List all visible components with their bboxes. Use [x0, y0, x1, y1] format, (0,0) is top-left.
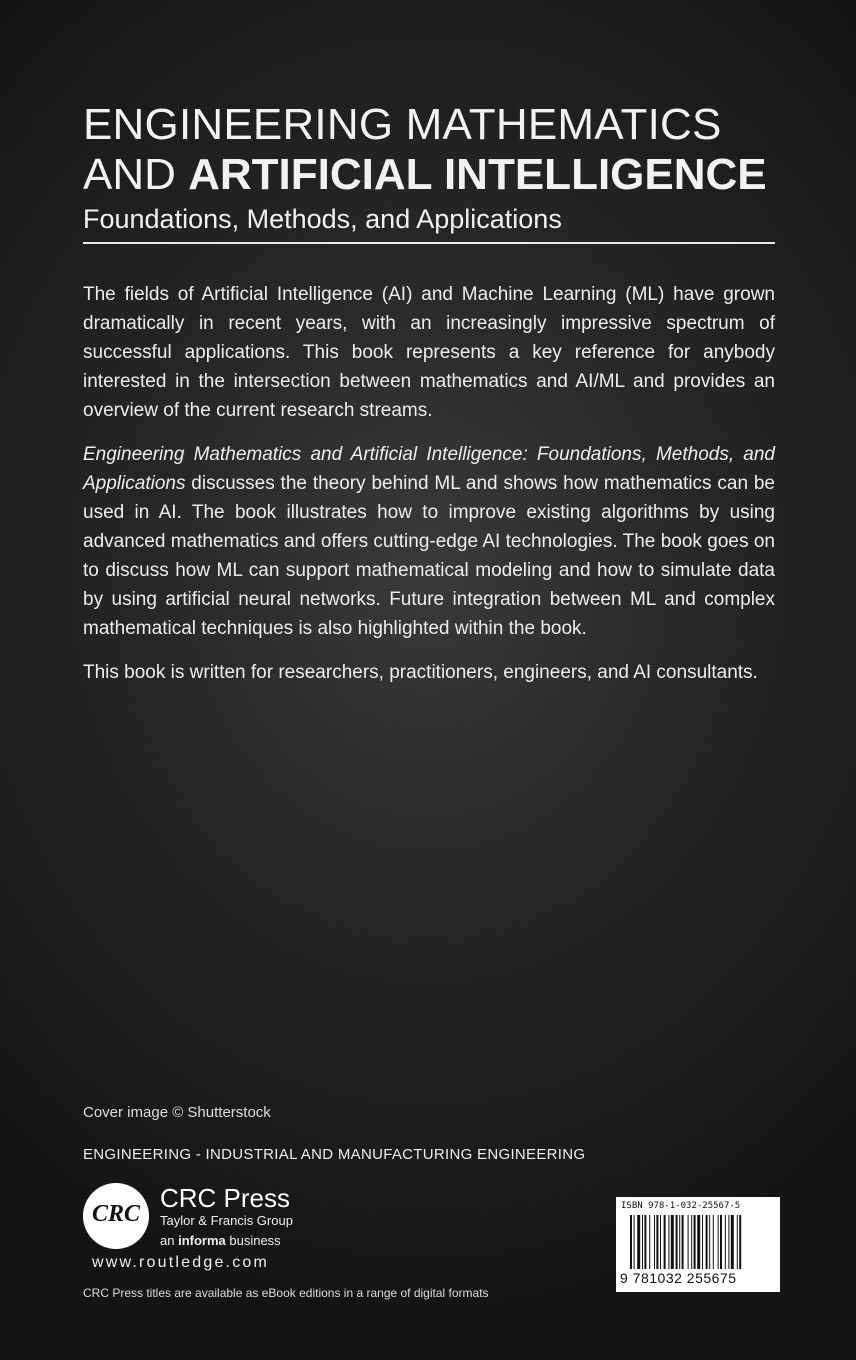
barcode-bar: [679, 1215, 680, 1269]
barcode-bar: [713, 1215, 714, 1269]
barcode-bar: [702, 1215, 703, 1269]
barcode-bar: [676, 1215, 678, 1269]
barcode-bar: [671, 1215, 674, 1269]
barcode-bar: [642, 1215, 643, 1269]
subject-category: ENGINEERING - INDUSTRIAL AND MANUFACTURING ENGINEERING: [83, 1146, 586, 1163]
barcode-bar: [644, 1215, 646, 1269]
isbn-digits: 9 781032 255675: [620, 1270, 737, 1286]
title-line-1: ENGINEERING MATHEMATICS: [83, 100, 722, 149]
barcode-bar: [664, 1215, 666, 1269]
description-book-title: Engineering Mathematics and Artificial Intelligence: Foundations, Methods, and Applications: [83, 444, 775, 494]
informa-business: [160, 1233, 281, 1248]
barcode-bar: [694, 1215, 696, 1269]
barcode-bar: [634, 1215, 635, 1269]
barcode-bar: [731, 1215, 734, 1269]
book-subtitle: Foundations, Methods, and Applications: [83, 204, 562, 234]
barcode-bar: [682, 1215, 684, 1269]
barcode-bar: [660, 1215, 661, 1269]
barcode-bar: [728, 1215, 729, 1269]
barcode-bar: [725, 1215, 726, 1269]
barcode-bar: [720, 1215, 722, 1269]
barcode-bar: [739, 1215, 741, 1269]
barcode-bar: [630, 1215, 632, 1269]
publisher-website[interactable]: www.routledge.com: [92, 1254, 270, 1271]
barcode-icon: [630, 1215, 774, 1269]
crc-logo-text: CRC: [91, 1201, 141, 1227]
isbn-label: ISBN 978-1-032-25567-5: [621, 1201, 741, 1211]
barcode-bar: [691, 1215, 692, 1269]
crc-logo: [83, 1183, 149, 1249]
ebook-note: CRC Press titles are available as eBook editions in a range of digital formats: [83, 1286, 489, 1300]
description-paragraph-2: [83, 440, 775, 643]
description-paragraph-3: This book is written for researchers, practitioners, engineers, and AI consultants.: [83, 662, 758, 683]
isbn-barcode-box: [616, 1197, 780, 1292]
cover-credit: Cover image © Shutterstock: [83, 1104, 271, 1121]
barcode-bar: [718, 1215, 719, 1269]
barcode-bar: [649, 1215, 650, 1269]
barcode-bar: [688, 1215, 689, 1269]
title-line-2: [83, 150, 783, 200]
title-line-2-light: AND: [83, 150, 189, 199]
barcode-bar: [654, 1215, 655, 1269]
book-title: [83, 100, 783, 236]
barcode-bar: [656, 1215, 658, 1269]
informa-suffix: business: [225, 1233, 281, 1248]
title-divider: [83, 242, 775, 244]
barcode-bar: [706, 1215, 708, 1269]
book-description: [83, 280, 775, 702]
barcode-bar: [697, 1215, 700, 1269]
barcode-bar: [637, 1215, 640, 1269]
description-paragraph-1: The fields of Artificial Intelligence (AI) and Machine Learning (ML) have grown dramatically in recent years, with an increasingly impressive spectrum of successful applications. This book represents a key reference for anybody interested in the intersection between mathematics and AI/ML and provides an overview of the current research streams.: [83, 284, 775, 421]
barcode-bar: [668, 1215, 669, 1269]
publisher-name: CRC Press: [160, 1183, 291, 1213]
barcode-bar: [737, 1215, 738, 1269]
publisher-group: Taylor & Francis Group: [160, 1213, 293, 1228]
informa-word: informa: [178, 1233, 226, 1248]
barcode-bar: [709, 1215, 710, 1269]
title-line-2-bold: ARTIFICIAL INTELLIGENCE: [188, 150, 767, 199]
description-paragraph-2-text: discusses the theory behind ML and shows how mathematics can be used in AI. The book illustrates how to improve existing algorithms by using advanced mathematics and offers cutting-edge AI technologies. The book goes on to discuss how ML can support mathematical modeling and how to simulate data by using artificial neural networks. Future integration between ML and complex mathematical techniques is also highlighted within the book.: [83, 473, 775, 639]
informa-prefix: an: [160, 1233, 179, 1248]
